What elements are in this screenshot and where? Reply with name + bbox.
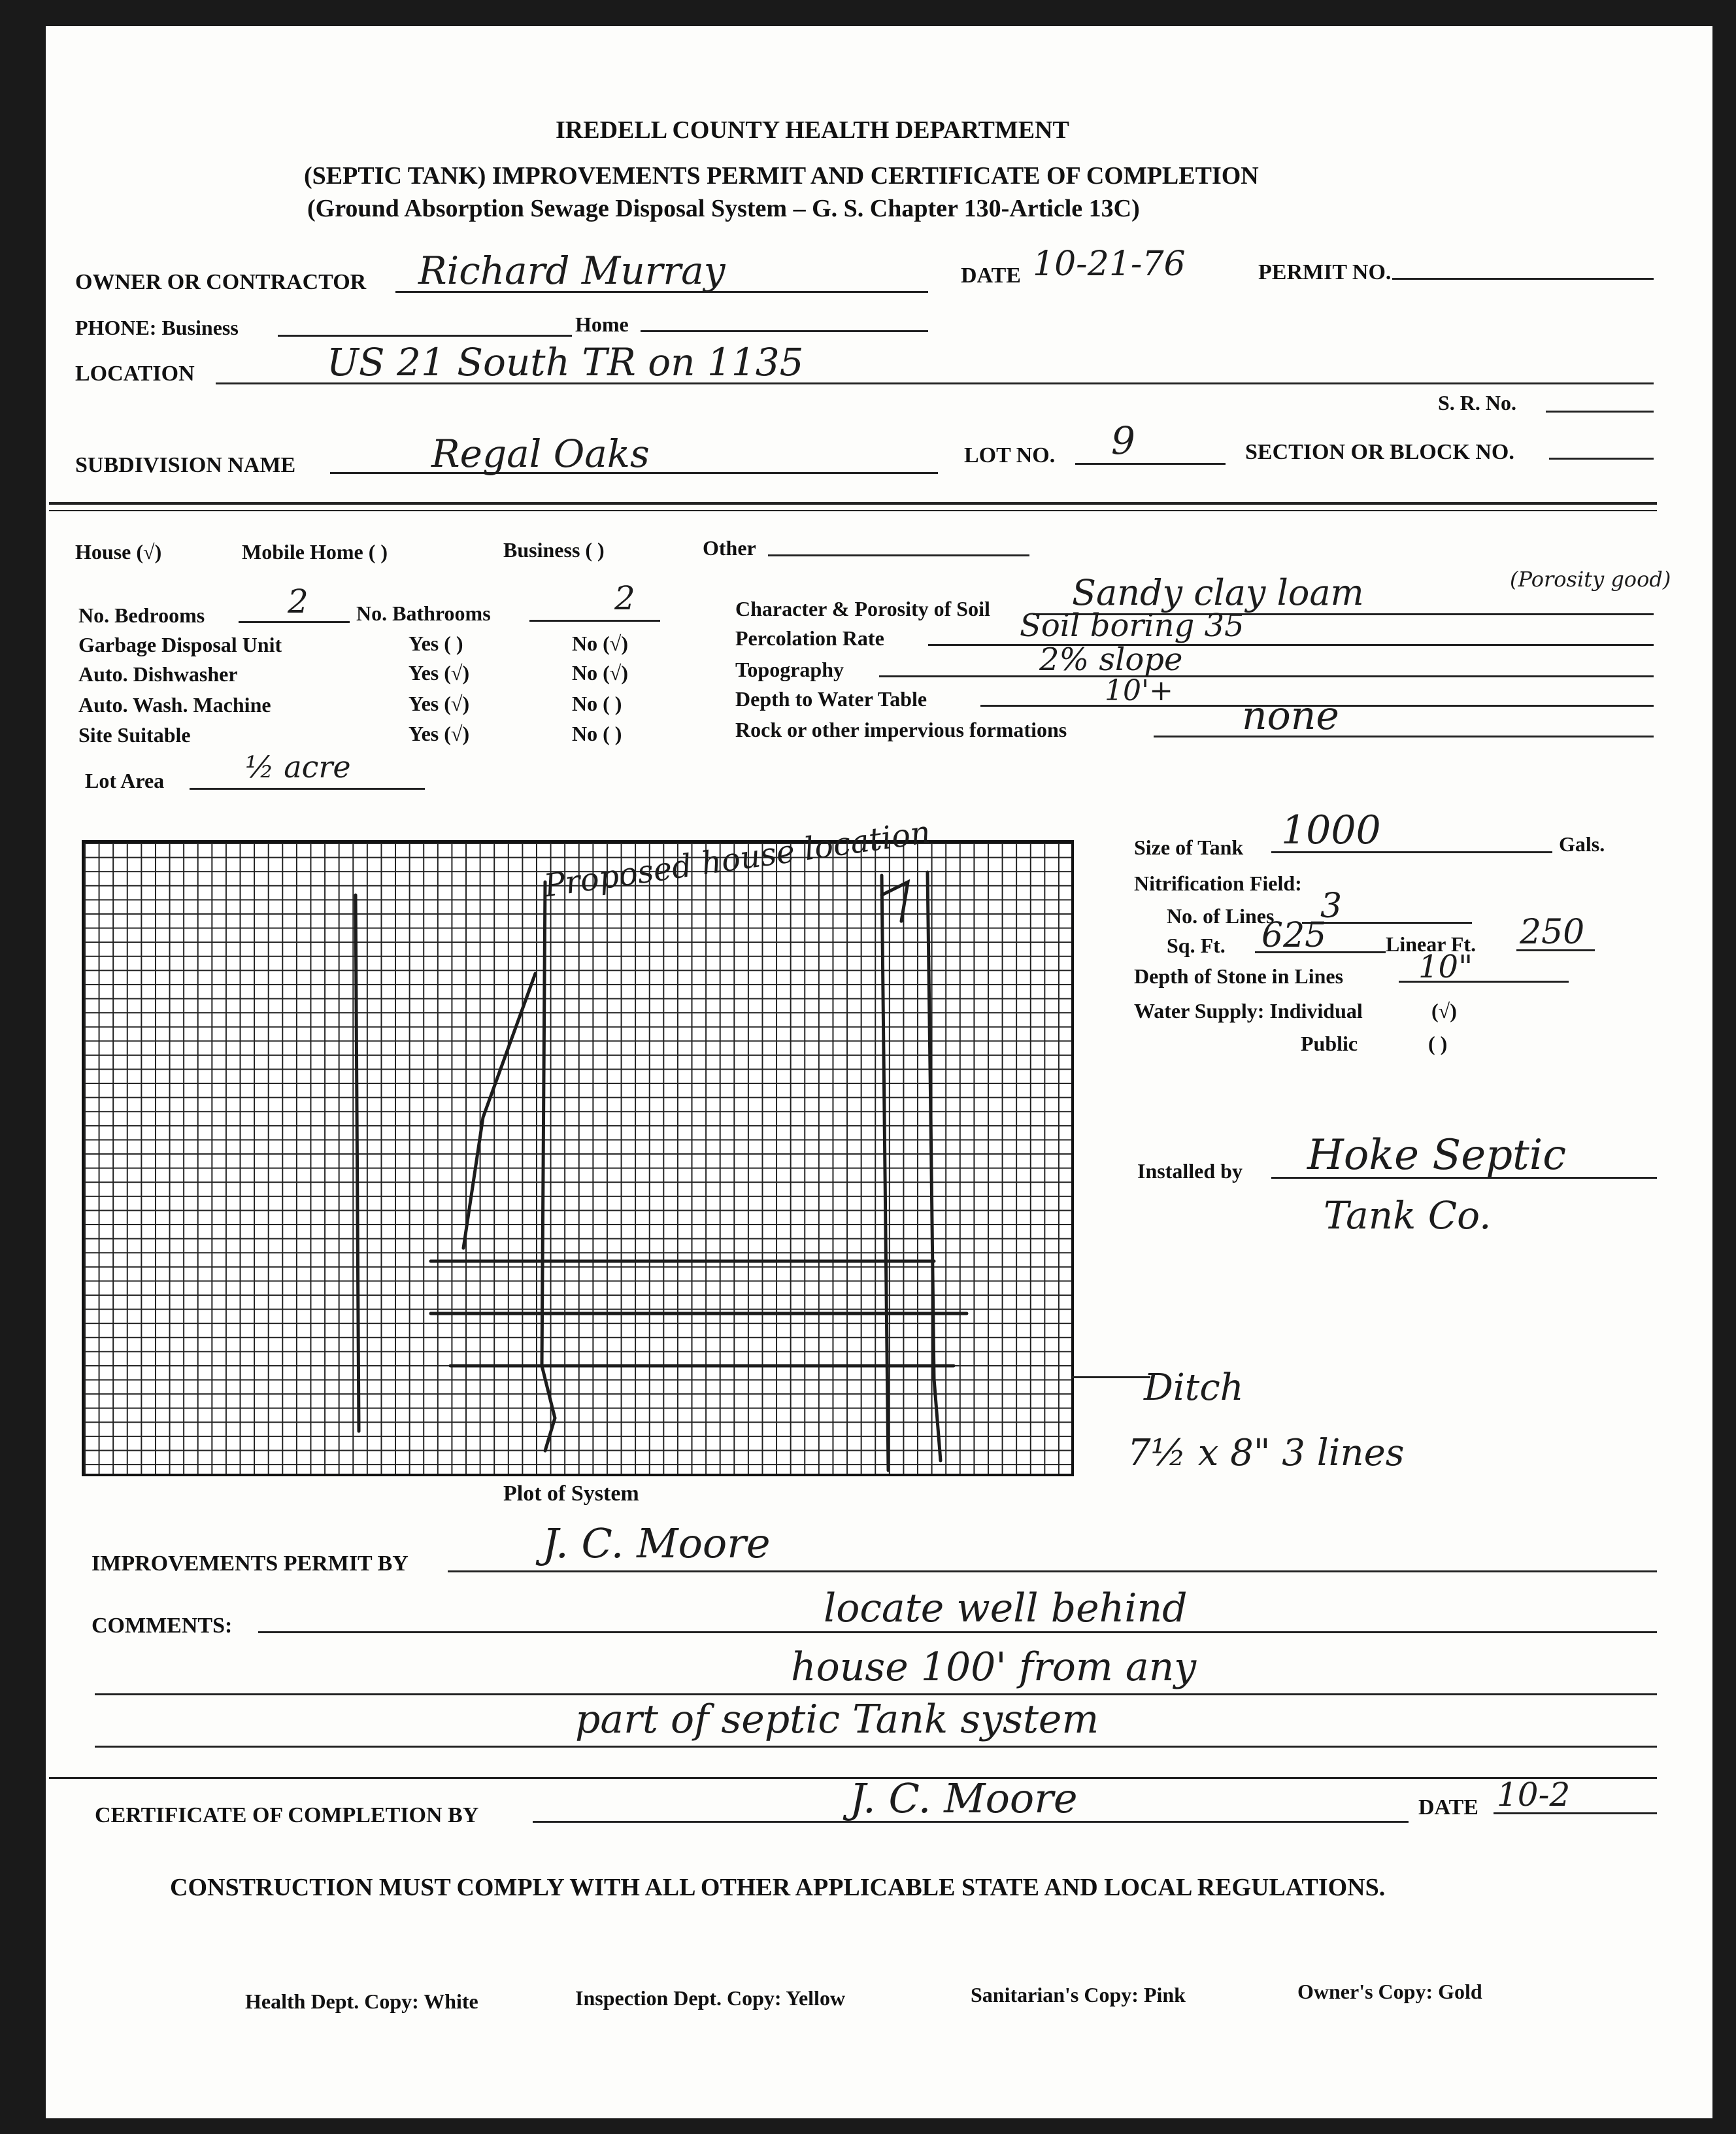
wash-machine-yes: Yes (√): [409, 692, 470, 715]
comments-line-3: [95, 1746, 1657, 1748]
rock-line: [1154, 736, 1654, 737]
rock-label: Rock or other impervious formations: [735, 718, 1067, 741]
plot-label: Plot of System: [503, 1482, 639, 1506]
lot-area-line: [190, 788, 425, 790]
stone-depth-value: 10": [1418, 949, 1473, 985]
tank-size-label: Size of Tank: [1134, 836, 1244, 859]
water-table-label: Depth to Water Table: [735, 687, 927, 711]
ditch-pointer: [1072, 1376, 1150, 1378]
improvements-permit-label: IMPROVEMENTS PERMIT BY: [92, 1551, 409, 1576]
section-divider: [49, 502, 1657, 505]
lot-no-label: LOT NO.: [964, 443, 1056, 467]
department-heading: IREDELL COUNTY HEALTH DEPARTMENT: [556, 116, 1069, 144]
perc-rate-value: Soil boring 35: [1020, 607, 1244, 644]
phone-home-label: Home: [575, 313, 629, 336]
dishwasher-no: No (√): [572, 661, 628, 685]
bathrooms-line: [529, 620, 660, 622]
comment-line-3: part of septic Tank system: [575, 1697, 1099, 1742]
sq-ft-label: Sq. Ft.: [1167, 934, 1226, 957]
other-option: Other: [703, 536, 756, 560]
plot-sketch: [84, 843, 1071, 1474]
soil-character-value: Sandy clay loam: [1072, 572, 1364, 613]
location-label: LOCATION: [75, 362, 195, 386]
lot-area-value: ½ acre: [245, 749, 351, 785]
compliance-notice: CONSTRUCTION MUST COMPLY WITH ALL OTHER APPLICABLE STATE AND LOCAL REGULATIONS.: [170, 1874, 1386, 1901]
site-suitable-yes: Yes (√): [409, 722, 470, 745]
soil-character-label: Character & Porosity of Soil: [735, 597, 990, 620]
lot-no-line: [1075, 463, 1226, 465]
bathrooms-value: 2: [614, 579, 635, 617]
topography-label: Topography: [735, 658, 844, 681]
health-dept-copy: Health Dept. Copy: White: [245, 1990, 478, 2013]
public-label: Public: [1301, 1032, 1358, 1055]
dishwasher-label: Auto. Dishwasher: [78, 662, 238, 686]
linear-ft-label: Linear Ft.: [1386, 932, 1477, 956]
lot-no-value: 9: [1111, 418, 1135, 463]
ditch-note-2: 7½ x 8" 3 lines: [1127, 1432, 1405, 1474]
bathrooms-label: No. Bathrooms: [356, 601, 491, 625]
bedrooms-value: 2: [288, 583, 309, 620]
improvements-permit-line: [448, 1570, 1657, 1572]
linear-ft-value: 250: [1520, 913, 1585, 952]
dishwasher-yes: Yes (√): [409, 661, 470, 685]
bedrooms-line: [239, 621, 350, 623]
sq-ft-value: 625: [1261, 916, 1327, 955]
comment-line-1: locate well behind: [824, 1585, 1188, 1631]
business-option: Business ( ): [503, 538, 605, 562]
individual-check: (√): [1431, 999, 1457, 1023]
permit-no-label: PERMIT NO.: [1258, 260, 1392, 284]
ditch-note-1: Ditch: [1144, 1366, 1244, 1409]
garbage-no: No (√): [572, 632, 628, 655]
lot-area-label: Lot Area: [85, 769, 165, 792]
subdivision-value: Regal Oaks: [431, 432, 650, 476]
comments-label: COMMENTS:: [92, 1614, 233, 1638]
installed-by-value-1: Hoke Septic: [1307, 1131, 1567, 1179]
site-suitable-label: Site Suitable: [78, 723, 191, 747]
owner-copy: Owner's Copy: Gold: [1297, 1980, 1482, 2003]
installed-by-value-2: Tank Co.: [1324, 1193, 1492, 1238]
water-table-value: 10'+: [1105, 674, 1173, 707]
comments-line-1: [258, 1631, 1657, 1633]
sanitarian-copy: Sanitarian's Copy: Pink: [971, 1983, 1186, 2007]
location-value: US 21 South TR on 1135: [327, 340, 804, 384]
form-subtitle: (Ground Absorption Sewage Disposal System – G. S. Chapter 130-Article 13C): [307, 195, 1140, 222]
phone-business-label: PHONE: Business: [75, 316, 239, 339]
mobile-home-option: Mobile Home ( ): [242, 540, 388, 564]
certificate-signature: J. C. Moore: [850, 1774, 1078, 1822]
phone-home-line: [641, 330, 928, 332]
garbage-label: Garbage Disposal Unit: [78, 633, 282, 656]
owner-label: OWNER OR CONTRACTOR: [75, 270, 367, 294]
public-check: ( ): [1428, 1032, 1448, 1055]
subdivision-label: SUBDIVISION NAME: [75, 453, 296, 477]
date-label: DATE: [961, 263, 1021, 288]
phone-business-line: [278, 335, 572, 337]
comments-line-2: [95, 1693, 1657, 1695]
nitrification-label: Nitrification Field:: [1134, 872, 1302, 895]
sr-no-line: [1546, 411, 1654, 413]
inspection-dept-copy: Inspection Dept. Copy: Yellow: [575, 1986, 846, 2010]
wash-machine-label: Auto. Wash. Machine: [78, 693, 271, 717]
site-suitable-no: No ( ): [572, 722, 622, 745]
stone-depth-label: Depth of Stone in Lines: [1134, 964, 1344, 988]
installed-by-label: Installed by: [1137, 1159, 1243, 1183]
section-block-label: SECTION OR BLOCK NO.: [1245, 440, 1514, 464]
rock-value: none: [1242, 693, 1339, 739]
perc-rate-line: [928, 644, 1654, 646]
porosity-note: (Porosity good): [1510, 567, 1671, 592]
topography-line: [879, 675, 1654, 677]
tank-size-value: 1000: [1281, 807, 1381, 853]
improvements-permit-signature: J. C. Moore: [542, 1519, 771, 1567]
section-divider-thin: [49, 510, 1657, 511]
bedrooms-label: No. Bedrooms: [78, 603, 205, 627]
house-option: House (√): [75, 540, 162, 564]
date-value: 10-21-76: [1033, 245, 1186, 284]
certificate-date-label: DATE: [1418, 1795, 1478, 1820]
plot-grid: [82, 840, 1074, 1476]
wash-machine-no: No ( ): [572, 692, 622, 715]
water-supply-label: Water Supply: Individual: [1134, 999, 1363, 1023]
owner-value: Richard Murray: [418, 248, 726, 293]
sr-no-label: S. R. No.: [1438, 391, 1517, 415]
certificate-label: CERTIFICATE OF COMPLETION BY: [95, 1803, 479, 1827]
form-title: (SEPTIC TANK) IMPROVEMENTS PERMIT AND CERTIFICATE OF COMPLETION: [304, 162, 1259, 190]
topography-value: 2% slope: [1039, 641, 1183, 678]
certificate-date-value: 10-2: [1497, 1776, 1571, 1814]
other-line: [768, 554, 1029, 556]
perc-rate-label: Percolation Rate: [735, 626, 884, 650]
plot-sketch-note: Proposed house location: [542, 813, 933, 905]
section-block-line: [1549, 458, 1654, 460]
no-of-lines-value: 3: [1320, 887, 1343, 926]
permit-no-line: [1392, 278, 1654, 280]
comment-line-2: house 100' from any: [791, 1644, 1197, 1690]
gals-label: Gals.: [1559, 832, 1605, 856]
garbage-yes: Yes ( ): [409, 632, 463, 655]
no-of-lines-label: No. of Lines: [1167, 904, 1275, 928]
